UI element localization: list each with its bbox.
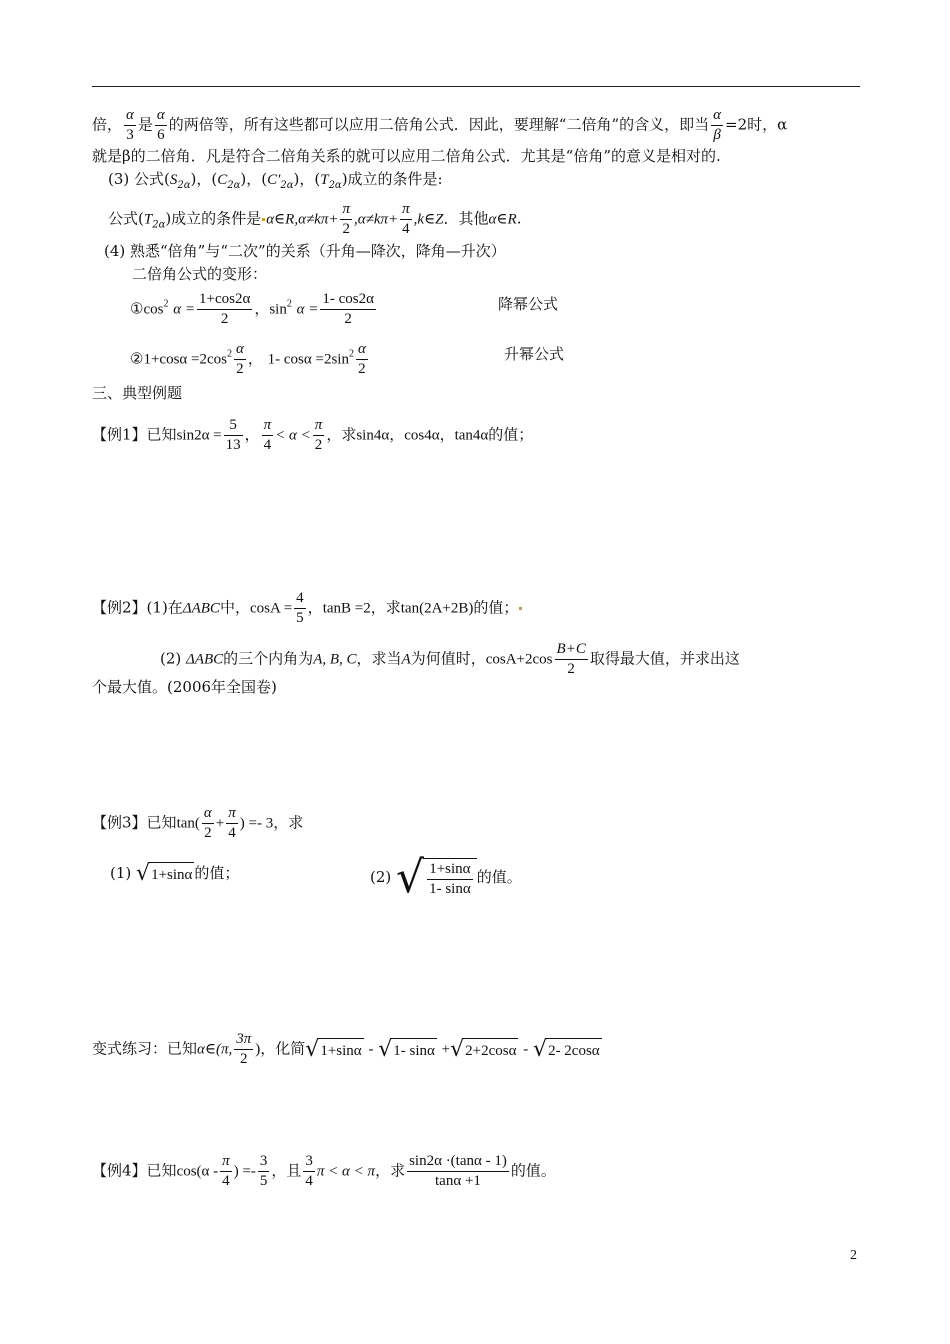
fraction: $\frac{4}{5}$ xyxy=(296,590,304,626)
fraction: $\frac{\alpha}{2}$ xyxy=(203,805,212,841)
fraction: $\frac{\alpha}{2}$ xyxy=(357,341,366,377)
example-label: 【例3】 xyxy=(92,813,147,832)
example-2-part2: (2) ΔABC的三个内角为A, B, C，求当A为何值时，cosA+2cos $\frac{B+C}{2}$ 取得最大值，并求出这 xyxy=(160,641,740,677)
fraction: $\frac{\pi}{2}$ xyxy=(314,417,323,453)
fraction: $\frac{\alpha}{2}$ xyxy=(235,341,244,377)
fraction: $\frac{\pi}{2}$ xyxy=(342,201,350,237)
fraction: $\frac{1+\cos 2\alpha}{2}$ xyxy=(198,291,251,327)
fraction: $\frac{3}{4}$ xyxy=(305,1153,313,1189)
fraction: $\frac{\sin 2\alpha \cdot(\tan\alpha - 1)}{\tan\alpha +1}$ xyxy=(409,1153,507,1189)
fraction: $\frac{\alpha}{\beta}$ xyxy=(713,107,721,143)
formula-power-raising: ②1+cosα $=2\cos^2$ $\frac{\alpha}{2}$ ， 1- $\cos\alpha =2\sin^2$ $\frac{\alpha}{2}$ xyxy=(130,341,366,377)
square-root: √ $\frac{1+\sin\alpha}{1- \sin\alpha}$ xyxy=(396,856,477,900)
text: 的两倍等，所有这些都可以应用二倍角公式．因此，要理解“二倍角”的含义，即当 xyxy=(168,115,710,134)
header-rule xyxy=(92,86,860,87)
item4-label: (4) 熟悉“倍角”与“二次”的关系（升角—降次，降角—升次） xyxy=(104,242,506,260)
example-label: 【例1】 xyxy=(92,425,147,444)
square-root: √2- 2cosα xyxy=(533,1036,600,1062)
dot-mark xyxy=(262,218,265,221)
square-root: √2+2cosα xyxy=(450,1036,517,1062)
dot-mark xyxy=(519,607,522,610)
text: 倍， xyxy=(92,115,123,134)
item3-condition: 公式$(T_{2\alpha})$成立的条件是 α∈R,α≠kπ+ $\frac{\pi}{2}$ ,α≠kπ+ $\frac{\pi}{4}$ ,k∈Z．其他α∈R. xyxy=(108,201,522,237)
fraction: $\frac{1- \cos 2\alpha}{2}$ xyxy=(322,291,374,327)
fraction: $\frac{\pi}{4}$ xyxy=(222,1153,230,1189)
section-title: 三、典型例题 xyxy=(92,384,183,402)
square-root: √1+sinα xyxy=(305,1036,362,1062)
square-root: √1- sinα xyxy=(378,1036,435,1062)
example-1: 【例1】已知sin2α = $\frac{5}{13}$ ， $\frac{\pi}{4}$ < α < $\frac{\pi}{2}$ ，求sin4α，cos4α，tan4α的值； xyxy=(92,417,534,453)
fraction: $\frac{1+\sin\alpha}{1- \sin\alpha}$ xyxy=(429,860,471,897)
item4-sub: 二倍角公式的变形： xyxy=(132,265,268,283)
fraction: $\frac{3\pi}{2}$ xyxy=(236,1031,252,1067)
fraction: $\frac{\pi}{4}$ xyxy=(228,805,236,841)
formula-name-power-raising: 升幂公式 xyxy=(504,345,565,363)
variant-exercise: 变式练习：已知α∈(π, $\frac{3\pi}{2}$ )，化简√1+sinα - √1- sinα +√2+2cosα - √2- 2cosα xyxy=(92,1031,600,1067)
formula-name-power-reduction: 降幂公式 xyxy=(498,295,559,313)
example-label: 【例4】 xyxy=(92,1161,147,1180)
fraction: $\frac{3}{5}$ xyxy=(259,1153,268,1189)
fraction: $\frac{\alpha}{6}$ xyxy=(156,107,165,143)
text: 是 xyxy=(137,115,153,134)
para1-line1 xyxy=(92,106,787,145)
page-number: 2 xyxy=(850,1248,857,1263)
example-2: 【例2】(1)在ΔABC中，cosA = $\frac{4}{5}$ ，tanB =2，求tan(2A+2B)的值； xyxy=(92,589,523,628)
fraction: $\frac{\pi}{4}$ xyxy=(402,201,410,237)
example-3: 【例3】已知tan( $\frac{\alpha}{2}$ + $\frac{\pi}{4}$ ) =- 3，求 xyxy=(92,805,304,841)
fraction: $\frac{B+C}{2}$ xyxy=(556,641,586,677)
para1-line2: 就是β的二倍角．凡是符合二倍角关系的就可以应用二倍角公式．尤其是“倍角”的意义是相对的. xyxy=(92,147,721,165)
example-4: 【例4】已知cos(α - $\frac{\pi}{4}$ ) =- $\frac{3}{5}$ ，且 $\frac{3}{4}$ π < α < π，求 $\frac{\sin 2\alpha \cdot(\tan\alpha - 1)}{\tan\alpha +1}$ 的值。 xyxy=(92,1153,556,1189)
square-root: √1+sinα xyxy=(136,861,193,886)
example-3-q1: (1) √1+sinα 的值； xyxy=(110,861,240,886)
fraction: $\frac{\alpha}{3}$ xyxy=(126,107,134,143)
fraction: $\frac{5}{13}$ xyxy=(225,417,241,453)
example-2-part2-line2: 个最大值。(2006年全国卷) xyxy=(92,678,277,696)
example-3-q2: (2) √ $\frac{1+\sin\alpha}{1- \sin\alpha}$ 的值。 xyxy=(370,852,522,903)
text: =2时，α xyxy=(725,115,788,134)
example-label: 【例2】 xyxy=(92,598,147,617)
formula-power-reduction: $①\cos^2$ α = $\frac{1+\cos 2\alpha}{2}$ ，$\sin^2 \alpha$ = $\frac{1- \cos 2\alpha}{2}$ xyxy=(130,291,374,327)
fraction: $\frac{\pi}{4}$ xyxy=(263,417,272,453)
item3-line: (3) 公式$(S_{2\alpha})$，$(C_{2\alpha})$，$(C'_{2\alpha})$，$(T_{2\alpha})$成立的条件是: xyxy=(108,170,443,191)
